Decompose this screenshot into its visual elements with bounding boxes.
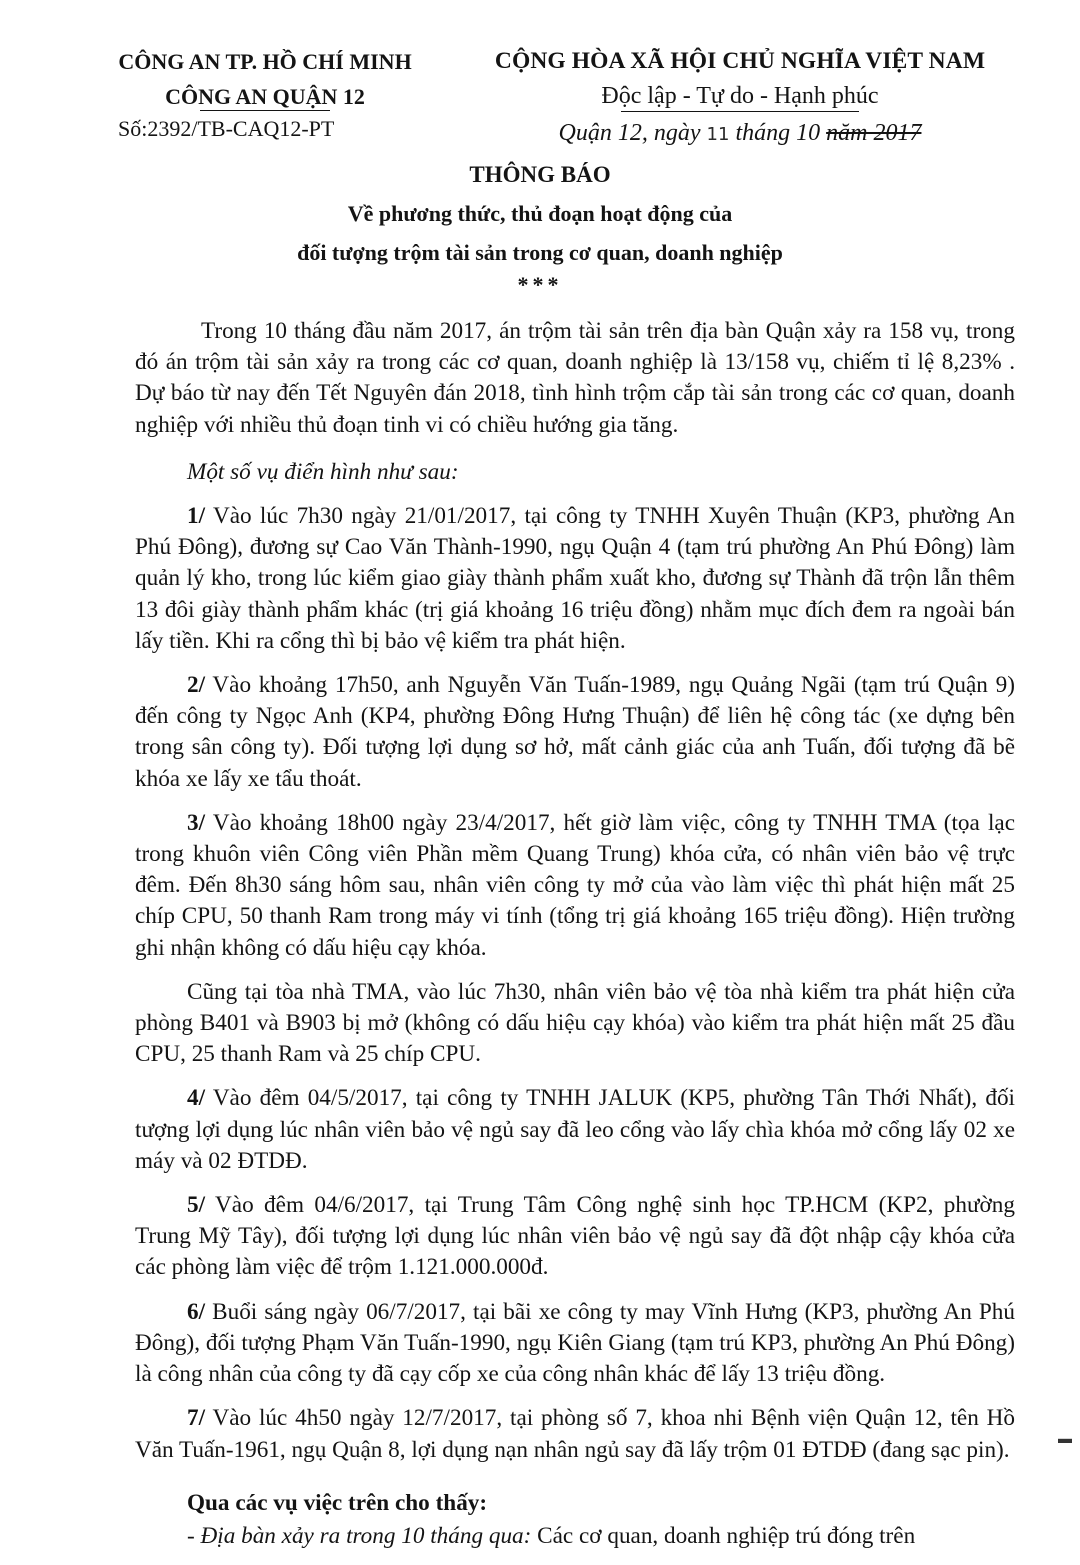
title-subject-line-2: đối tượng trộm tài sản trong cơ quan, doanh nghiệp <box>297 240 783 265</box>
document-title: THÔNG BÁO <box>469 162 611 187</box>
title-subject-line-1: Về phương thức, thủ đoạn hoạt động của <box>347 201 733 226</box>
case-paragraph <box>135 670 1015 795</box>
case-paragraph <box>135 1297 1015 1391</box>
case-paragraph <box>135 977 1015 1071</box>
case-number: 1/ <box>187 503 206 530</box>
examples-heading: Một số vụ điển hình như sau: <box>187 458 459 485</box>
org-line-2: CÔNG AN QUẬN 12 <box>165 84 365 109</box>
case-number: 4/ <box>187 1085 206 1112</box>
document-number: Số:2392/TB-CAQ12-PT <box>118 116 335 141</box>
org-line-1: CÔNG AN TP. HỒ CHÍ MINH <box>118 49 412 74</box>
case-number: 5/ <box>187 1192 206 1219</box>
case-text: Vào khoảng 17h50, anh Nguyễn Văn Tuấn-1989, ngụ Quảng Ngãi (tạm trú Quận 9) đến công ty Ngọc Anh (KP4, phường Đông Hưng Thuận) để liên hệ công tác (xe dựng bên trong sân công ty). Đối tượng lợi dụng sơ hở, mất cảnh giác của anh Tuấn, đối tượng đã bẽ khóa xe lấy xe tẩu thoát. <box>135 672 1015 792</box>
document-body <box>135 316 1015 1565</box>
intro-paragraph: Trong 10 tháng đầu năm 2017, án trộm tài sản trên địa bàn Quận xảy ra 158 vụ, trong đó án trộm tài sản xảy ra trong các cơ quan, doanh nghiệp là 13/158 vụ, chiếm tỉ lệ 8,23% . Dự báo từ nay đến Tết Nguyên đán 2018, tình hình trộm cắp tài sản trong các cơ quan, doanh nghiệp với nhiều thủ đoạn tinh vi có chiều hướng gia tăng. <box>135 318 1015 438</box>
scan-speck: ▬ <box>1058 1432 1072 1447</box>
case-paragraph <box>135 1083 1015 1177</box>
date-month: tháng 10 <box>735 120 821 146</box>
date-day-handwritten: 11 <box>706 124 730 145</box>
national-motto: Độc lập - Tự do - Hạnh phúc <box>601 83 879 109</box>
case-paragraph <box>135 808 1015 964</box>
date-prefix: Quận 12, ngày <box>558 120 701 146</box>
date-year: năm 2017 <box>826 120 922 146</box>
case-number: 3/ <box>187 809 206 836</box>
document-date <box>460 116 1020 152</box>
title-divider: *** <box>517 272 563 297</box>
case-paragraph <box>135 1403 1015 1465</box>
summary-paragraph <box>135 1521 1015 1552</box>
summary-heading: Qua các vụ việc trên cho thấy: <box>187 1489 488 1516</box>
national-header <box>460 44 1020 152</box>
case-paragraph <box>135 1190 1015 1284</box>
case-number: 7/ <box>187 1405 206 1432</box>
case-number: 2/ <box>187 672 206 699</box>
case-number: 6/ <box>187 1298 206 1325</box>
case-text: Cũng tại tòa nhà TMA, vào lúc 7h30, nhân viên bảo vệ tòa nhà kiểm tra phát hiện cửa phòng B401 và B903 bị mở (không có dấu hiệu cạy khóa) vào kiểm tra phát hiện mất 25 đầu CPU, 25 thanh Ram và 25 chíp CPU. <box>135 978 1015 1068</box>
case-paragraph <box>135 501 1015 657</box>
case-text: Vào đêm 04/5/2017, tại công ty TNHH JALUK (KP5, phường Tân Thới Nhất), đối tượng lợi dụng lúc nhân viên bảo vệ ngủ say đã leo cổng vào lấy chìa khóa mở cổng lấy 02 xe máy và 02 ĐTDĐ. <box>135 1085 1015 1174</box>
summary-text: Các cơ quan, doanh nghiệp trú đóng trên <box>531 1522 916 1549</box>
case-text: Vào lúc 7h30 ngày 21/01/2017, tại công ty TNHH Xuyên Thuận (KP3, phường An Phú Đông), đương sự Cao Văn Thành-1990, ngụ Quận 4 (tạm trú phường An Phú Đông) làm quản lý kho, trong lúc kiểm giao giày thành phẩm xuất kho, đương sự Thành đã trộn lẫn thêm 13 đôi giày thành phẩm khác (trị giá khoảng 16 triệu đồng) nhằm mục đích đem ra ngoài bán lấy tiền. Khi ra cổng thì bị bảo vệ kiểm tra phát hiện. <box>135 503 1015 654</box>
case-text: Vào khoảng 18h00 ngày 23/4/2017, hết giờ làm việc, công ty TNHH TMA (tọa lạc trong khuôn viên Công viên Phần mềm Quang Trung) khóa cửa, có nhân viên bảo vệ trực đêm. Đến 8h30 sáng hôm sau, nhân viên công ty mở của vào làm việc thì phát hiện mất 25 chíp CPU, 50 thanh Ram trong máy vi tính (tổng trị giá khoảng 165 triệu đồng). Hiện trường ghi nhận không có dấu hiệu cạy khóa. <box>135 809 1015 961</box>
case-text: Buổi sáng ngày 06/7/2017, tại bãi xe công ty may Vĩnh Hưng (KP3, phường An Phú Đông), đối tượng Phạm Văn Tuấn-1990, ngụ Kiên Giang (tạm trú KP3, phường An Phú Đông) là công nhân của công ty đã cạy cốp xe của công nhân khác để lấy 13 triệu đồng. <box>135 1298 1015 1388</box>
case-text: Vào lúc 4h50 ngày 12/7/2017, tại phòng số 7, khoa nhi Bệnh viện Quận 12, tên Hồ Văn Tuấn-1961, ngụ Quận 8, lợi dụng nạn nhân ngủ say đã lấy trộm 01 ĐTDĐ (đang sạc pin). <box>135 1405 1015 1463</box>
issuing-authority <box>100 44 430 146</box>
nation-name: CỘNG HÒA XÃ HỘI CHỦ NGHĨA VIỆT NAM <box>494 48 986 74</box>
case-text: Vào đêm 04/6/2017, tại Trung Tâm Công nghệ sinh học TP.HCM (KP2, phường Trung Mỹ Tây), đối tượng lợi dụng lúc nhân viên bảo vệ ngủ say đã đột nhập cậy khóa cửa các phòng làm việc để trộm 1.121.000.000đ. <box>135 1192 1015 1281</box>
summary-lead: - Địa bàn xảy ra trong 10 tháng qua: <box>187 1522 532 1549</box>
